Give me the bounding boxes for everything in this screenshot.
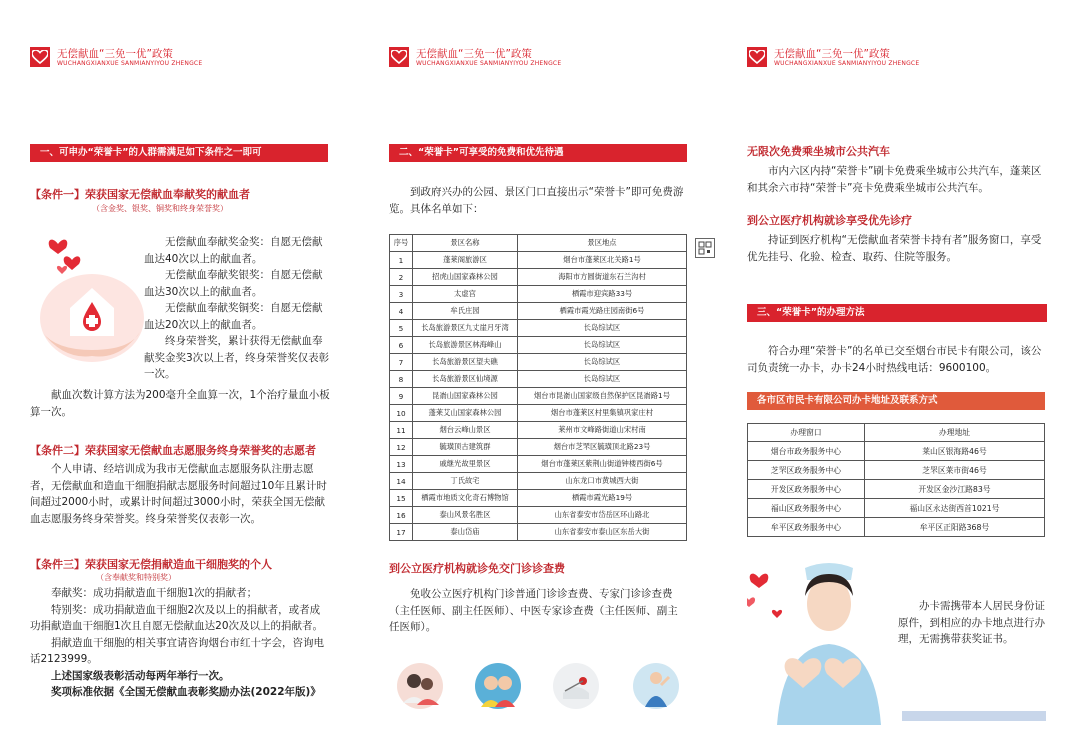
table-cell: 长岛旅游景区九丈崖月牙湾	[413, 320, 518, 337]
table-row	[390, 303, 687, 320]
table-cell: 14	[390, 473, 413, 490]
table-cell: 烟台市政务服务中心	[748, 442, 865, 461]
header-subtitle: WUCHANGXIANXUE SANMIANYIYOU ZHENGCE	[774, 60, 920, 67]
table-row	[390, 456, 687, 473]
table-header-cell: 景区名称	[413, 235, 518, 252]
nurse-illustration	[747, 560, 897, 725]
scenic-spots-table	[389, 234, 687, 541]
table-cell: 2	[390, 269, 413, 286]
table-row	[390, 286, 687, 303]
table-cell: 丁氏故宅	[413, 473, 518, 490]
table-header-cell: 景区地点	[518, 235, 687, 252]
decorative-bar	[902, 711, 1046, 721]
header-title: 无偿献血“三免一优”政策	[57, 48, 173, 60]
table-cell: 栖霞市地质文化奇石博物馆	[413, 490, 518, 507]
table-row	[390, 252, 687, 269]
table-cell: 烟台市蓬莱区北关路1号	[518, 252, 687, 269]
table-row	[390, 524, 687, 541]
table-cell: 烟台云峰山景区	[413, 422, 518, 439]
header-logo	[389, 44, 649, 72]
table-cell: 蓬莱阁旅游区	[413, 252, 518, 269]
blood-drop-house-icon	[34, 222, 144, 372]
condition-1-line: 终身荣誉奖，累计获得无偿献血奉献奖金奖3次以上者，终身荣誉奖仅表彰一次。	[144, 335, 330, 380]
table-cell: 开发区政务服务中心	[748, 480, 865, 499]
table-cell: 4	[390, 303, 413, 320]
table-cell: 芝罘区莱市街46号	[865, 461, 1045, 480]
header-subtitle: WUCHANGXIANXUE SANMIANYIYOU ZHENGCE	[416, 60, 562, 67]
table-cell: 15	[390, 490, 413, 507]
qr-code-icon[interactable]	[695, 238, 715, 258]
family-photo	[397, 663, 443, 709]
header-logo	[747, 44, 1007, 72]
table-row	[390, 473, 687, 490]
table-cell: 烟台市蓬莱区紫荆山街道钟楼西街6号	[518, 456, 687, 473]
table-cell: 福山区永达街西首1021号	[865, 499, 1045, 518]
travel-photo	[633, 663, 679, 709]
table-row	[390, 422, 687, 439]
table-cell: 毓璜顶古建筑群	[413, 439, 518, 456]
table-header-cell: 办理窗口	[748, 424, 865, 442]
table-cell: 牟平区正阳路368号	[865, 518, 1045, 537]
table-cell: 泰山岱庙	[413, 524, 518, 541]
section-title-1: 一、可申办“荣誉卡”的人群需满足如下条件之一即可	[30, 144, 328, 162]
table-cell: 牟平区政务服务中心	[748, 518, 865, 537]
condition-3-text: 奉献奖：成功捐献造血干细胞1次的捐献者； 特别奖：成功捐献造血干细胞2次及以上的捐献者，或者成功捐献造血干细胞1次且自愿无偿献血达20次及以上的捐献者。 捐献造血干细胞的相关事宜请咨询烟台市红十字会，咨询电话2123999。 上述国家级表彰活动每两年举行一次。 奖项标准依据《全国无偿献血表彰奖励办法(2022年版)》	[30, 587, 324, 698]
header-logo	[30, 44, 290, 72]
benefits-intro: 到政府兴办的公园、景区门口直接出示“荣誉卡”即可免费游览。具体名单如下：	[389, 186, 684, 215]
table-header-row	[748, 424, 1045, 442]
table-cell: 昆嵛山国家森林公园	[413, 388, 518, 405]
condition-1-text	[144, 234, 332, 383]
condition-2-title: 【条件二】荣获国家无偿献血志愿服务终身荣誉奖的志愿者	[30, 444, 316, 457]
condition-3-title: 【条件三】荣获国家无偿捐献造血干细胞奖的个人	[30, 558, 272, 571]
panel-application	[747, 0, 1050, 738]
table-cell: 烟台市蓬莱区村里集镇巩家庄村	[518, 405, 687, 422]
process-text: 符合办理“荣誉卡”的名单已交至烟台市民卡有限公司，该公司负责统一办卡，办卡24小时热线电话：9600100。	[747, 345, 1042, 374]
heart-logo-icon	[747, 47, 767, 67]
header-title: 无偿献血“三免一优”政策	[774, 48, 890, 60]
table-cell: 海阳市方圆街道东石兰沟村	[518, 269, 687, 286]
table-row	[748, 442, 1045, 461]
condition-3-note: （含奉献奖和特别奖）	[96, 573, 176, 582]
condition-1-line: 无偿献血奉献奖银奖：自愿无偿献血达30次以上的献血者。	[144, 269, 323, 298]
table-cell: 招虎山国家森林公园	[413, 269, 518, 286]
table-row	[390, 405, 687, 422]
table-row	[748, 499, 1045, 518]
table-cell: 8	[390, 371, 413, 388]
table-cell: 7	[390, 354, 413, 371]
table-cell: 太虚宫	[413, 286, 518, 303]
table-cell: 牟氏庄园	[413, 303, 518, 320]
table-row	[390, 320, 687, 337]
table-cell: 5	[390, 320, 413, 337]
table-cell: 栖霞市霞光路庄园南街6号	[518, 303, 687, 320]
table-row	[748, 518, 1045, 537]
clinic-fee-text: 免收公立医疗机构门诊普通门诊诊查费、专家门诊诊查费（主任医师、副主任医师）、中医专家诊查费（主任医师、副主任医师）。	[389, 588, 678, 633]
table-cell: 1	[390, 252, 413, 269]
table-header-cell: 办理地址	[865, 424, 1045, 442]
table-cell: 9	[390, 388, 413, 405]
table-cell: 16	[390, 507, 413, 524]
table-cell: 12	[390, 439, 413, 456]
table-row	[390, 388, 687, 405]
table-cell: 山东省泰安市泰山区东岳大街	[518, 524, 687, 541]
section-title-3: 三、“荣誉卡”的办理方法	[747, 304, 1047, 322]
clinic-fee-title: 到公立医疗机构就诊免交门诊诊查费	[389, 562, 565, 575]
header-title: 无偿献血“三免一优”政策	[416, 48, 532, 60]
table-row	[390, 354, 687, 371]
table-cell: 长岛综试区	[518, 371, 687, 388]
table-cell: 17	[390, 524, 413, 541]
table-cell: 长岛综试区	[518, 320, 687, 337]
condition-1-calc: 献血次数计算方法为200毫升全血算一次，1个治疗量血小板算一次。	[30, 389, 330, 418]
priority-clinic-text: 持证到医疗机构“无偿献血者荣誉卡持有者”服务窗口，享受优先挂号、化验、检查、取药、住院等服务。	[747, 234, 1042, 263]
condition-2-text: 个人申请、经培训成为我市无偿献血志愿服务队注册志愿者，无偿献血和造血干细胞捐献志愿服务时间超过10年且累计时间超过2000小时，或累计时间超过3000小时，荣获全国无偿献血志愿服务终身荣誉奖。终身荣誉奖仅表彰一次。	[30, 463, 327, 525]
panel-benefits	[389, 0, 689, 738]
condition-1-line: 无偿献血奉献奖金奖：自愿无偿献血达40次以上的献血者。	[144, 236, 323, 265]
table-row	[390, 337, 687, 354]
table-cell: 11	[390, 422, 413, 439]
table-cell: 莱州市文峰路街道山宋村南	[518, 422, 687, 439]
office-bar: 各市区市民卡有限公司办卡地址及联系方式	[747, 392, 1045, 410]
table-row	[748, 461, 1045, 480]
table-row	[390, 269, 687, 286]
table-row	[390, 507, 687, 524]
table-cell: 莱山区银海路46号	[865, 442, 1045, 461]
condition-1-note: （含金奖、银奖、铜奖和终身荣誉奖）	[92, 204, 228, 213]
header-subtitle: WUCHANGXIANXUE SANMIANYIYOU ZHENGCE	[57, 60, 203, 67]
table-cell: 泰山风景名胜区	[413, 507, 518, 524]
table-cell: 长岛旅游景区林海峰山	[413, 337, 518, 354]
table-cell: 6	[390, 337, 413, 354]
medical-photo	[553, 663, 599, 709]
table-cell: 长岛旅游景区仙境源	[413, 371, 518, 388]
table-cell: 戚继光故里景区	[413, 456, 518, 473]
table-cell: 山东龙口市黄城西大街	[518, 473, 687, 490]
table-cell: 山东省泰安市岱岳区环山路北	[518, 507, 687, 524]
condition-1-title: 【条件一】荣获国家无偿献血奉献奖的献血者	[30, 188, 250, 201]
table-header-cell: 序号	[390, 235, 413, 252]
table-cell: 13	[390, 456, 413, 473]
bus-text: 市内六区内持“荣誉卡”刷卡免费乘坐城市公共汽车，蓬莱区和其余六市持“荣誉卡”亮卡免费乘坐城市公共汽车。	[747, 165, 1042, 194]
table-cell: 长岛旅游景区望夫礁	[413, 354, 518, 371]
priority-clinic-title: 到公立医疗机构就诊享受优先诊疗	[747, 214, 912, 227]
note-text: 办卡需携带本人居民身份证原件，到相应的办卡地点进行办理，无需携带获奖证书。	[898, 600, 1045, 645]
table-cell: 长岛综试区	[518, 354, 687, 371]
table-cell: 开发区金沙江路83号	[865, 480, 1045, 499]
table-cell: 福山区政务服务中心	[748, 499, 865, 518]
table-cell: 烟台市昆嵛山国家级自然保护区昆嵛路1号	[518, 388, 687, 405]
section-title-2: 二、“荣誉卡”可享受的免费和优先待遇	[389, 144, 687, 162]
table-cell: 3	[390, 286, 413, 303]
condition-1-line: 无偿献血奉献奖铜奖：自愿无偿献血达20次以上的献血者。	[144, 302, 323, 331]
table-cell: 10	[390, 405, 413, 422]
heart-logo-icon	[30, 47, 50, 67]
table-cell: 栖霞市迎宾路33号	[518, 286, 687, 303]
table-header-row	[390, 235, 687, 252]
table-cell: 栖霞市霞光路19号	[518, 490, 687, 507]
panel-conditions	[30, 0, 335, 738]
table-cell: 长岛综试区	[518, 337, 687, 354]
children-photo	[475, 663, 521, 709]
table-cell: 烟台市芝罘区毓璜顶北路23号	[518, 439, 687, 456]
table-cell: 蓬莱艾山国家森林公园	[413, 405, 518, 422]
table-row	[390, 371, 687, 388]
table-row	[748, 480, 1045, 499]
heart-logo-icon	[389, 47, 409, 67]
table-cell: 芝罘区政务服务中心	[748, 461, 865, 480]
table-row	[390, 490, 687, 507]
office-table	[747, 423, 1045, 537]
bus-title: 无限次免费乘坐城市公共汽车	[747, 145, 890, 158]
table-row	[390, 439, 687, 456]
